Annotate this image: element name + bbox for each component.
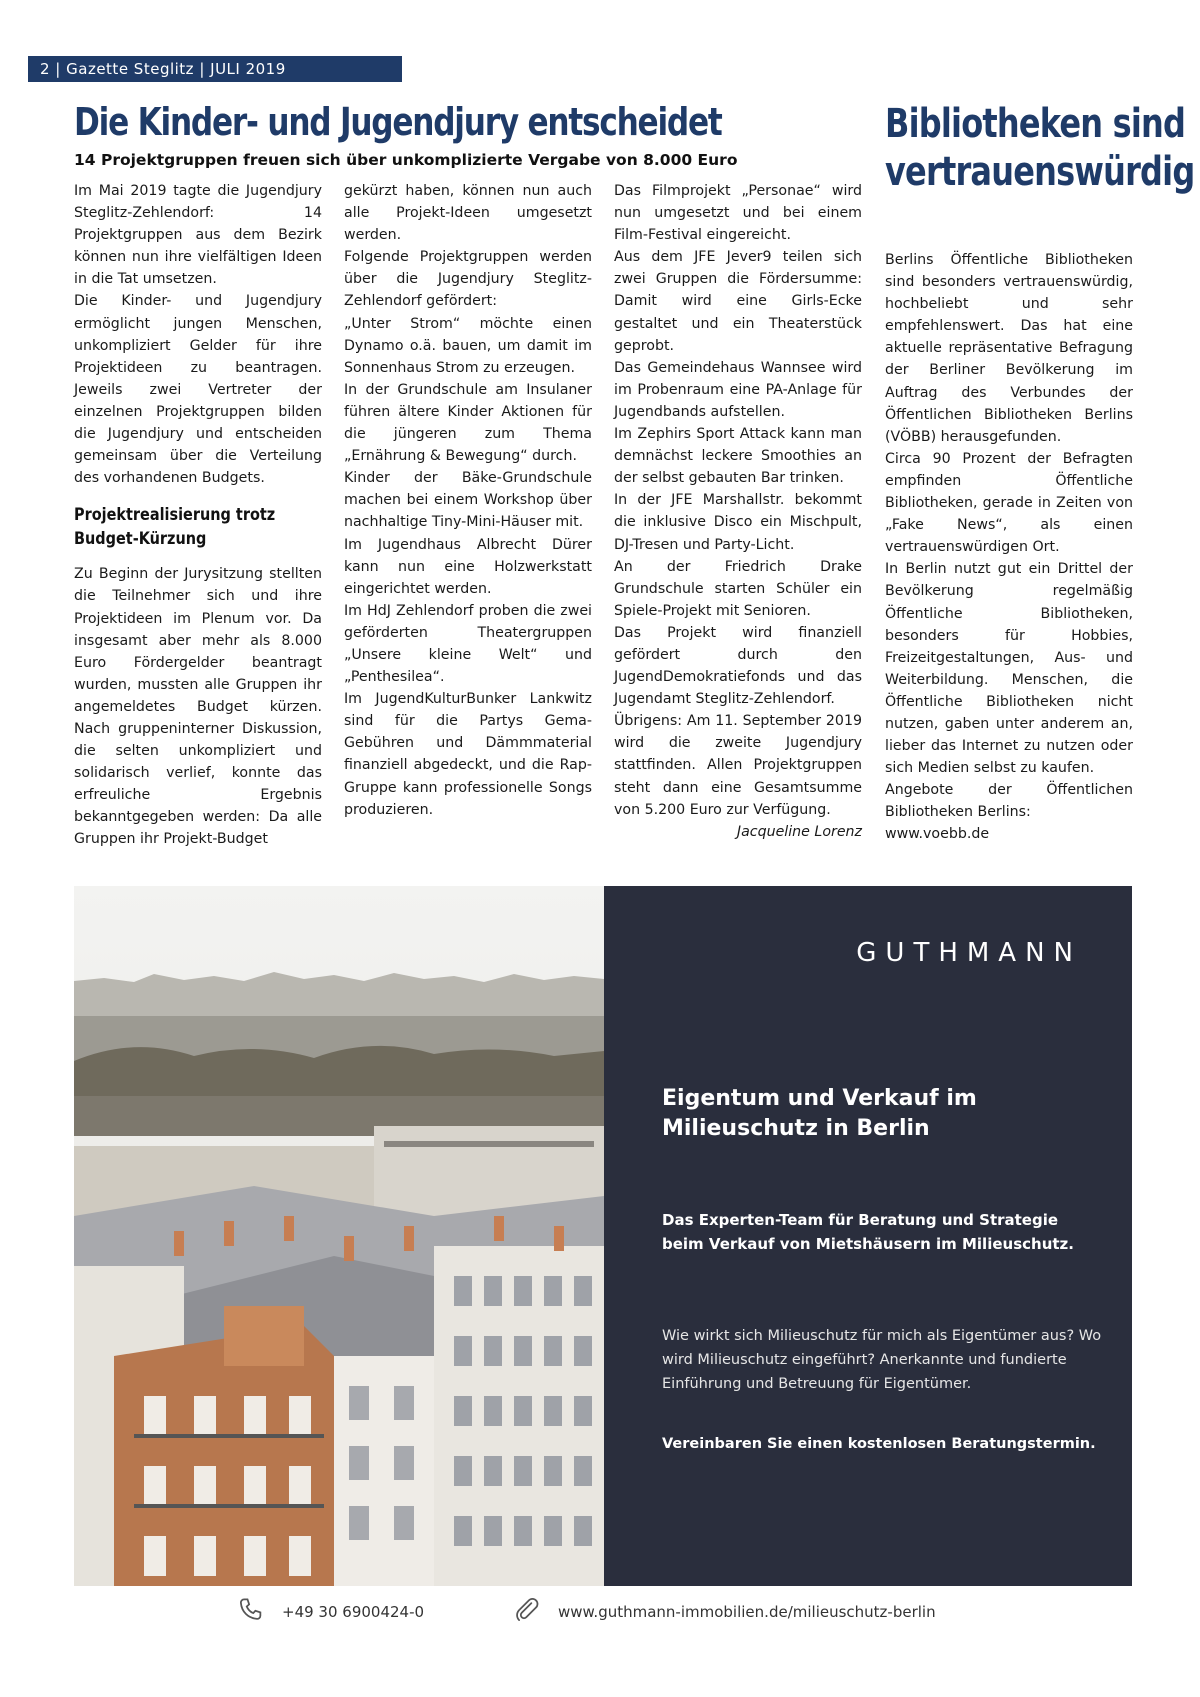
paragraph: Übrigens: Am 11. September 2019 wird die zweite Jugendjury stattfinden. Allen Projektgruppen steht dann eine Gesamtsumme von 5.200 Euro zur Verfügung. xyxy=(614,713,862,818)
paragraph: Im Mai 2019 tagte die Jugendjury Steglitz-Zehlendorf: 14 Projektgruppen aus dem Bezirk können nun ihre vielfältigen Ideen in die Tat umsetzen. xyxy=(74,183,322,288)
ad-phone-contact[interactable] xyxy=(236,1595,424,1629)
article-column-2 xyxy=(344,180,592,821)
paragraph: Circa 90 Prozent der Befragten empfinden Öffentliche Bibliotheken, gerade in Zeiten von „Fake News“, als einen vertrauenswürdigen Ort. xyxy=(885,450,1133,556)
paragraph: In Berlin nutzt gut ein Drittel der Bevölkerung regelmäßig Öffentliche Bibliotheken, besonders für Hobbies, Freizeitgestaltungen, Aus- und Weiterbildung. Menschen, die Öffentliche Bibliotheken nicht nutzen, gaben unter anderem an, lieber das Internet zu nutzen oder sich Medien selbst zu kaufen. xyxy=(885,561,1133,777)
paragraph: Das Projekt wird finanziell gefördert durch den JugendDemokratiefonds und das Jugendamt Steglitz-Zehlendorf. xyxy=(614,624,862,708)
paragraph: Das Gemeindehaus Wannsee wird im Probenraum eine PA-Anlage für Jugendbands aufstellen. xyxy=(614,359,862,420)
article-title: Die Kinder- und Jugendjury entscheidet xyxy=(74,100,722,144)
article-subheading: Projektrealisierung trotz Budget-Kürzung xyxy=(74,505,276,550)
paragraph: In der JFE Marshallstr. bekommt die inklusive Disco ein Mischpult, DJ-Tresen und Party-Licht. xyxy=(614,492,862,553)
sidebar-column xyxy=(885,249,1133,846)
paperclip-icon xyxy=(512,1595,542,1629)
guthmann-logo: GUTHMANN xyxy=(856,938,1082,968)
ad-headline: Eigentum und Verkauf im Milieuschutz in Berlin xyxy=(662,1086,977,1141)
ad-website-contact[interactable] xyxy=(512,1595,936,1629)
paragraph: Das Filmprojekt „Personae“ wird nun umgesetzt und bei einem Film-Festival eingereicht. xyxy=(614,183,862,244)
ad-phone-number: +49 30 6900424-0 xyxy=(282,1603,425,1621)
paragraph: Im Zephirs Sport Attack kann man demnächst leckere Smoothies an der selbst gebauten Bar trinken. xyxy=(614,426,862,487)
phone-icon xyxy=(236,1595,266,1629)
ad-cityscape-photo xyxy=(74,886,604,1586)
paragraph: An der Friedrich Drake Grundschule starten Schüler ein Spiele-Projekt mit Senioren. xyxy=(614,558,862,619)
paragraph: Berlins Öffentliche Bibliotheken sind besonders vertrauenswürdig, hochbeliebt und sehr empfehlenswert. Das hat eine aktuelle repräsentative Befragung der Berliner Bevölkerung im Auftrag des Verbundes der Öffentlichen Bibliotheken Berlins (VÖBB) herausgefunden. xyxy=(885,252,1133,445)
paragraph: Im HdJ Zehlendorf proben die zwei geförderten Theatergruppen „Unsere kleine Welt“ und „Penthesilea“. xyxy=(344,602,592,686)
page-header: 2 | Gazette Steglitz | JULI 2019 xyxy=(28,56,402,82)
article-author: Jacqueline Lorenz xyxy=(736,823,862,840)
paragraph: Aus dem JFE Jever9 teilen sich zwei Gruppen die Fördersumme: Damit wird eine Girls-Ecke gestaltet und ein Theaterstück geprobt. xyxy=(614,249,862,354)
ad-call-to-action: Vereinbaren Sie einen kostenlosen Beratungstermin. xyxy=(662,1436,1096,1452)
ad-body-text: Wie wirkt sich Milieuschutz für mich als Eigentümer aus? Wo wird Milieuschutz eingeführt? Anerkannte und fundierte Einführung und Betreuung für Eigentümer. xyxy=(662,1328,1102,1392)
paragraph: Zu Beginn der Jurysitzung stellten die Teilnehmer sich und ihre Projektideen im Plenum vor. Da insgesamt aber mehr als 8.000 Euro Fördergelder beantragt wurden, mussten alle Gruppen ihr angemeldetes Budget kürzen. Nach gruppeninterner Diskussion, die selten unkompliziert und solidarisch verlief, konnte das erfreuliche Ergebnis bekanntgegeben werden: Da alle Gruppen ihr Projekt-Budget xyxy=(74,566,322,848)
paragraph: „Unter Strom“ möchte einen Dynamo o.ä. bauen, um damit im Sonnenhaus Strom zu erzeugen. xyxy=(344,315,592,376)
paragraph: Die Kinder- und Jugendjury ermöglicht jungen Menschen, unkompliziert Gelder für ihre Projektideen zu beantragen. Jeweils zwei Vertreter der einzelnen Projektgruppen bilden die Jugendjury und entscheiden gemeinsam über die Verteilung des vorhandenen Budgets. xyxy=(74,293,322,487)
sidebar-title: Bibliotheken sind vertrauenswürdig xyxy=(885,101,1195,195)
paragraph: Kinder der Bäke-Grundschule machen bei einem Workshop über nachhaltige Tiny-Mini-Häuser mit. xyxy=(344,470,592,531)
article-column-3 xyxy=(614,180,862,843)
paragraph: Im Jugendhaus Albrecht Dürer kann nun eine Holzwerkstatt eingerichtet werden. xyxy=(344,536,592,597)
cityscape-illustration xyxy=(74,886,604,1586)
article-column-1 xyxy=(74,180,322,851)
paragraph: In der Grundschule am Insulaner führen ältere Kinder Aktionen für die jüngeren zum Thema „Ernährung & Bewegung“ durch. xyxy=(344,381,592,465)
ad-website-link[interactable]: www.guthmann-immobilien.de/milieuschutz-berlin xyxy=(558,1603,936,1621)
paragraph: Angebote der Öffentlichen Bibliotheken Berlins: xyxy=(885,782,1133,821)
paragraph: gekürzt haben, können nun auch alle Projekt-Ideen umgesetzt werden. xyxy=(344,183,592,244)
ad-panel xyxy=(604,886,1132,1586)
paragraph: Folgende Projektgruppen werden über die Jugendjury Steglitz-Zehlendorf gefördert: xyxy=(344,249,592,310)
paragraph: Im JugendKulturBunker Lankwitz sind für die Partys Gema-Gebühren und Dämmmaterial finanziell abgedeckt, und die Rap-Gruppe kann professionelle Songs produzieren. xyxy=(344,691,592,818)
sidebar-link[interactable]: www.voebb.de xyxy=(885,826,990,843)
article-subtitle: 14 Projektgruppen freuen sich über unkomplizierte Vergabe von 8.000 Euro xyxy=(74,151,738,169)
ad-tagline: Das Experten-Team für Beratung und Strategie beim Verkauf von Mietshäusern im Milieuschutz. xyxy=(662,1211,1074,1253)
